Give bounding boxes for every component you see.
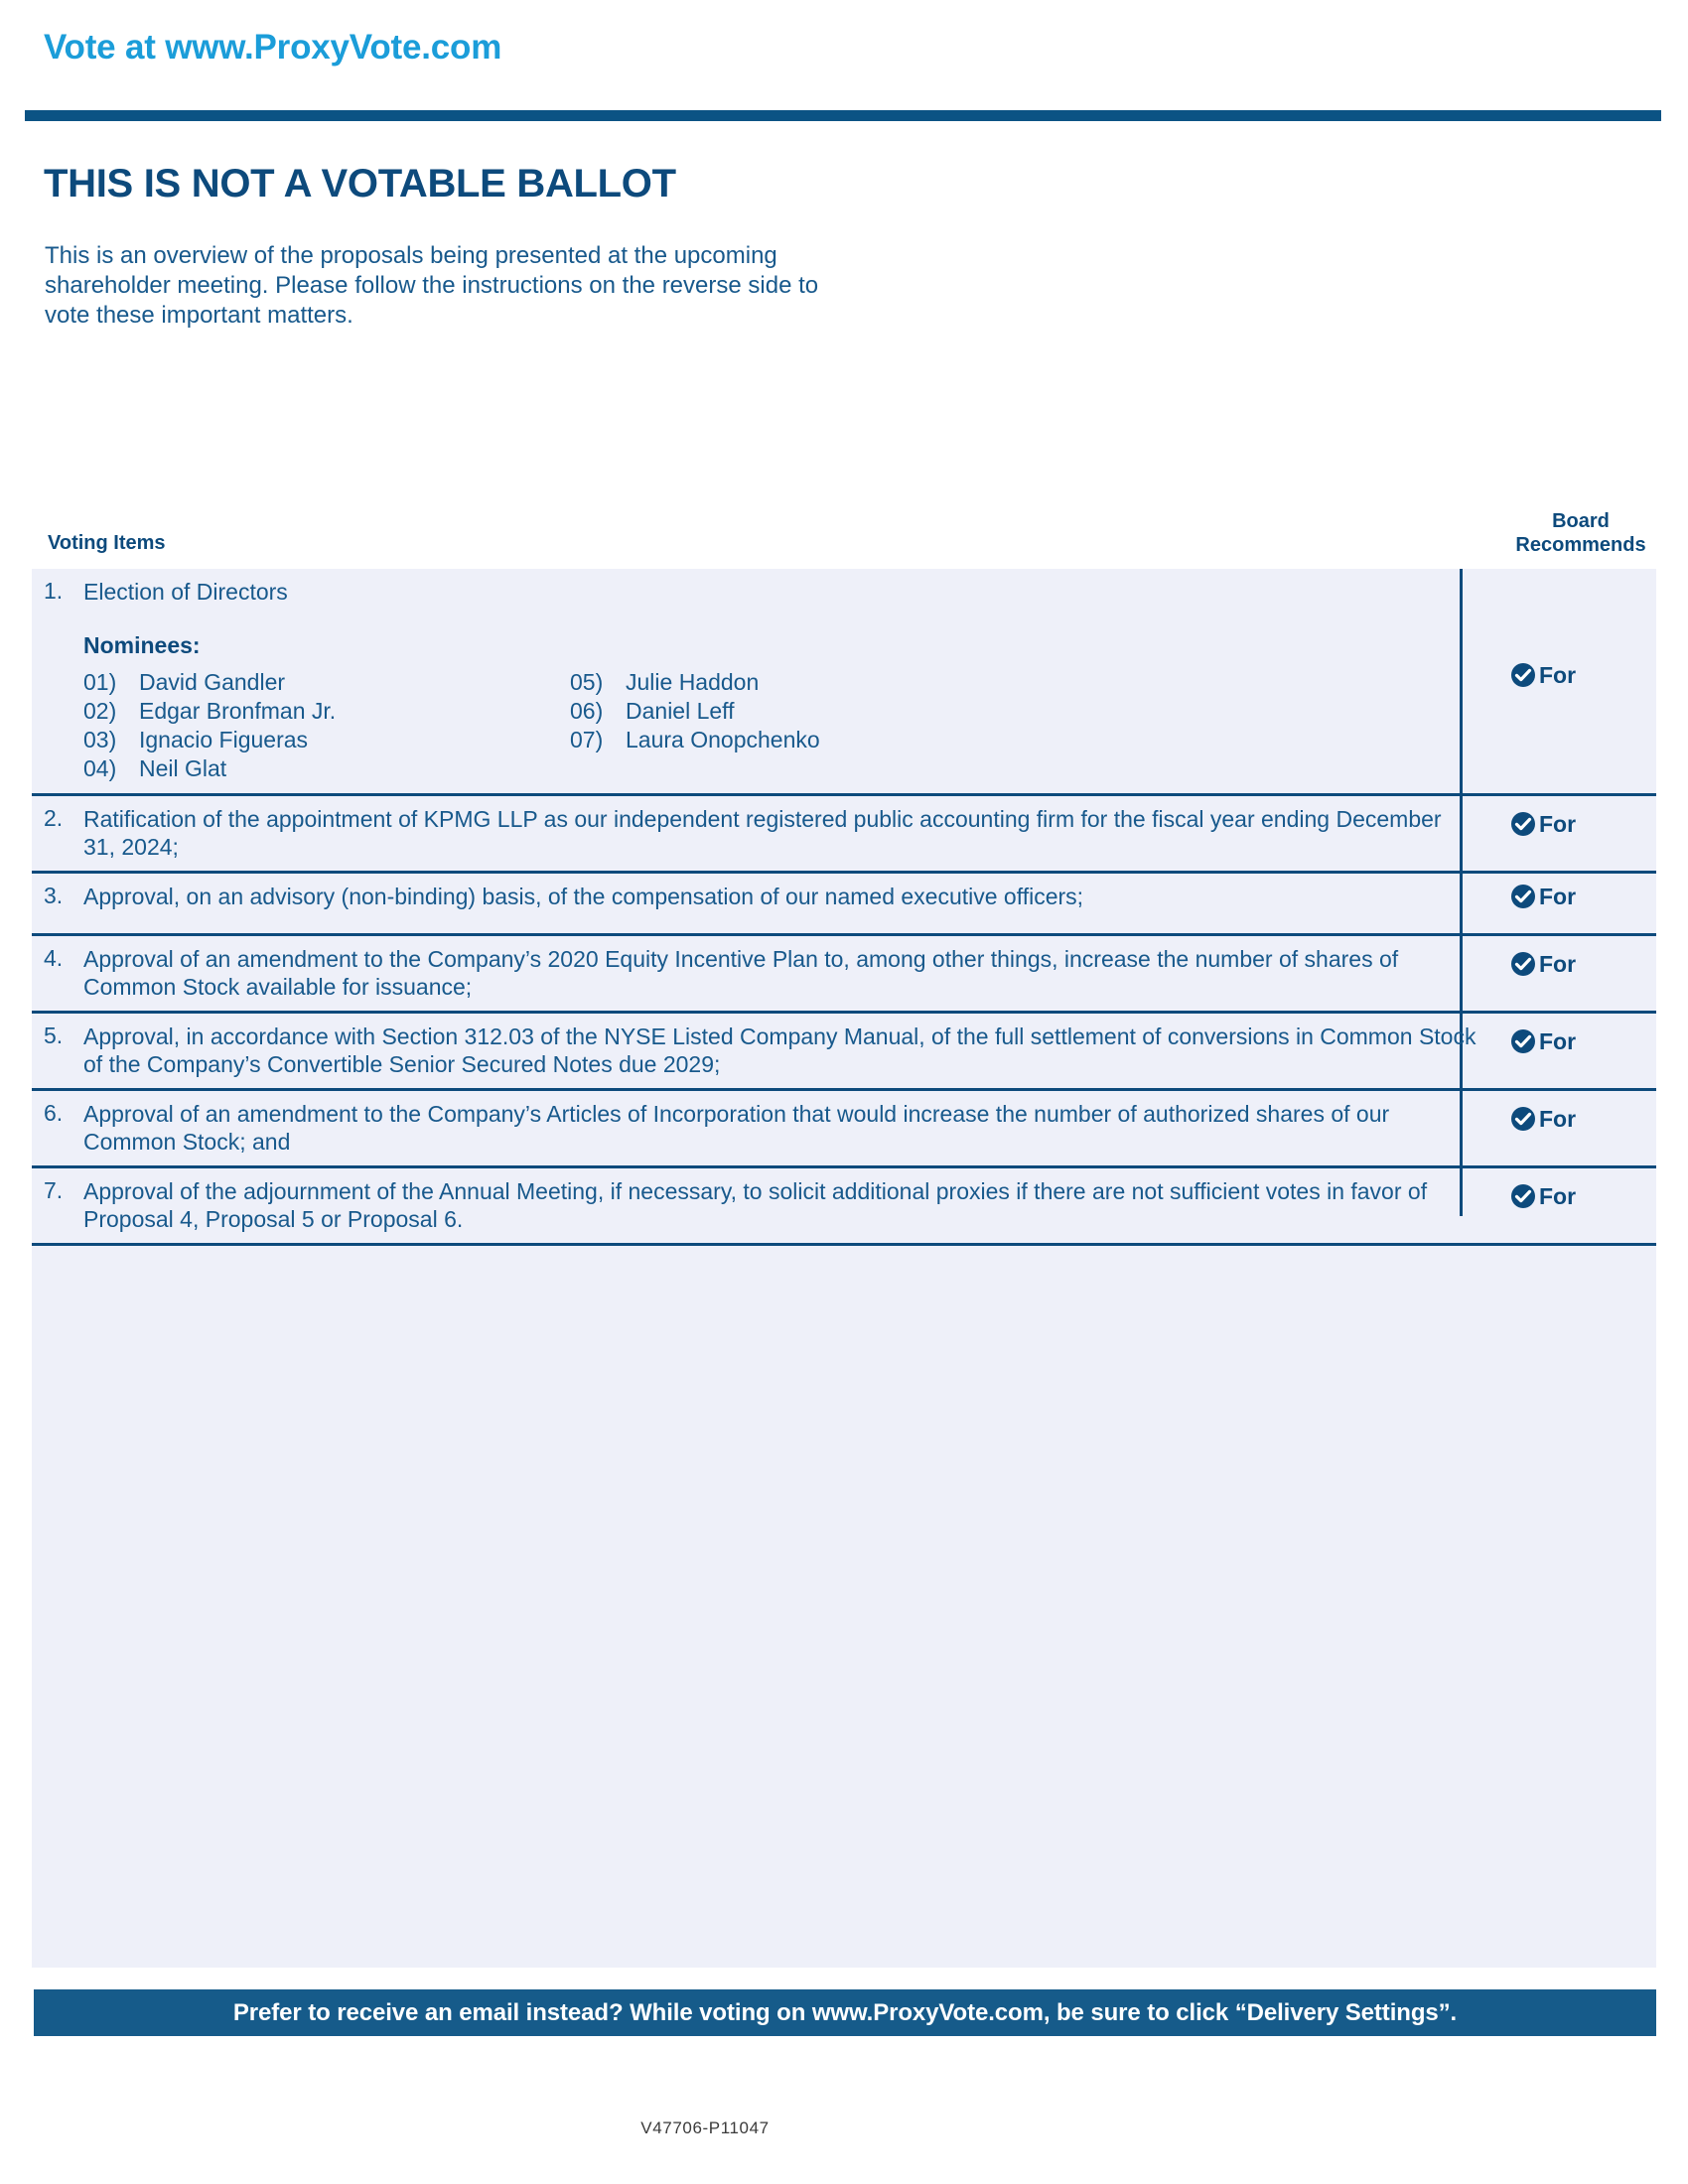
list-item — [570, 726, 820, 754]
proposal-text: Ratification of the appointment of KPMG LLP as our independent registered public accounting firm for the fiscal year ending December 31, 2024; — [83, 806, 1442, 860]
recommendation-label: For — [1539, 951, 1577, 977]
board-recommendation — [1510, 884, 1576, 915]
voting-items-table — [32, 569, 1656, 1246]
check-circle-icon — [1510, 811, 1536, 843]
nominee-index: 03) — [83, 727, 117, 752]
nominee-name: Laura Onopchenko — [626, 727, 820, 752]
row-number: 4. — [44, 945, 64, 971]
nominee-name: Ignacio Figueras — [139, 727, 309, 752]
list-item — [83, 668, 570, 697]
board-recommendation — [1510, 662, 1576, 694]
nominee-index: 05) — [570, 669, 604, 695]
row-number: 2. — [44, 805, 64, 831]
proposal-text: Approval of an amendment to the Company’s Articles of Incorporation that would increase the number of authorized shares of our Common Stock; and — [83, 1101, 1390, 1155]
nominees-column-left — [83, 668, 570, 783]
proxyvote-site-link[interactable]: Vote at www.ProxyVote.com — [44, 28, 502, 67]
proposal-text: Election of Directors — [83, 579, 288, 605]
row-number: 3. — [44, 883, 64, 908]
row-number: 7. — [44, 1177, 64, 1203]
intro-paragraph: This is an overview of the proposals being presented at the upcoming shareholder meeting. Please follow the instructions on the reverse side to vote these important matters. — [45, 242, 819, 329]
check-circle-icon — [1510, 1106, 1536, 1138]
check-circle-icon — [1510, 1028, 1536, 1060]
list-item — [83, 726, 570, 754]
header-divider-rule — [25, 110, 1661, 121]
board-recommendation — [1510, 1028, 1576, 1060]
delivery-settings-footer-bar: Prefer to receive an email instead? While voting on www.ProxyVote.com, be sure to click “Delivery Settings”. — [34, 1989, 1656, 2036]
proposal-text: Approval of the adjournment of the Annual Meeting, if necessary, to solicit additional proxies if there are not sufficient votes in favor of Proposal 4, Proposal 5 or Proposal 6. — [83, 1178, 1428, 1232]
column-header-board-recommends — [1486, 509, 1675, 557]
table-row — [32, 933, 1656, 1011]
proposal-text: Approval, in accordance with Section 312.03 of the NYSE Listed Company Manual, of the full settlement of conversions in Common Stock of the Company’s Convertible Senior Secured Notes due 2029; — [83, 1024, 1477, 1077]
recommendation-label: For — [1539, 662, 1577, 688]
list-item — [570, 697, 820, 726]
column-header-voting-items: Voting Items — [48, 532, 166, 554]
table-row — [32, 871, 1656, 933]
table-row — [32, 1165, 1656, 1246]
table-row — [32, 569, 1656, 793]
list-item — [570, 668, 820, 697]
check-circle-icon — [1510, 662, 1536, 694]
nominees-list — [83, 668, 1477, 783]
board-recommendation — [1510, 951, 1576, 983]
list-item — [83, 754, 570, 783]
board-recommends-line2: Recommends — [1515, 534, 1646, 556]
board-recommendation — [1510, 811, 1576, 843]
recommendation-label: For — [1539, 884, 1577, 909]
nominees-label: Nominees: — [83, 632, 201, 658]
table-row — [32, 1011, 1656, 1088]
nominee-index: 04) — [83, 755, 117, 781]
nominee-index: 02) — [83, 698, 117, 724]
board-recommends-line1: Board — [1552, 510, 1610, 532]
row-number: 6. — [44, 1100, 64, 1126]
recommendation-label: For — [1539, 1183, 1577, 1209]
nominee-name: Edgar Bronfman Jr. — [139, 698, 337, 724]
proposal-text: Approval of an amendment to the Company’s 2020 Equity Incentive Plan to, among other things, increase the number of shares of Common Stock available for issuance; — [83, 946, 1399, 1000]
nominee-name: Daniel Leff — [626, 698, 735, 724]
table-row — [32, 1088, 1656, 1165]
nominee-index: 01) — [83, 669, 117, 695]
board-recommendation — [1510, 1106, 1576, 1138]
list-item — [83, 697, 570, 726]
check-circle-icon — [1510, 1183, 1536, 1215]
board-recommendation — [1510, 1183, 1576, 1215]
page-title: THIS IS NOT A VOTABLE BALLOT — [44, 162, 676, 205]
control-number: V47706-P11047 — [640, 2118, 770, 2137]
row-number: 1. — [44, 578, 64, 604]
nominee-name: Julie Haddon — [626, 669, 760, 695]
recommendation-label: For — [1539, 811, 1577, 837]
nominee-name: Neil Glat — [139, 755, 227, 781]
nominee-name: David Gandler — [139, 669, 286, 695]
check-circle-icon — [1510, 951, 1536, 983]
proposal-text: Approval, on an advisory (non-binding) basis, of the compensation of our named executive officers; — [83, 884, 1084, 909]
recommendation-label: For — [1539, 1028, 1577, 1054]
nominee-index: 07) — [570, 727, 604, 752]
nominees-column-right — [570, 668, 820, 754]
row-number: 5. — [44, 1023, 64, 1048]
nominee-index: 06) — [570, 698, 604, 724]
check-circle-icon — [1510, 884, 1536, 915]
table-row — [32, 793, 1656, 871]
recommendation-label: For — [1539, 1106, 1577, 1132]
